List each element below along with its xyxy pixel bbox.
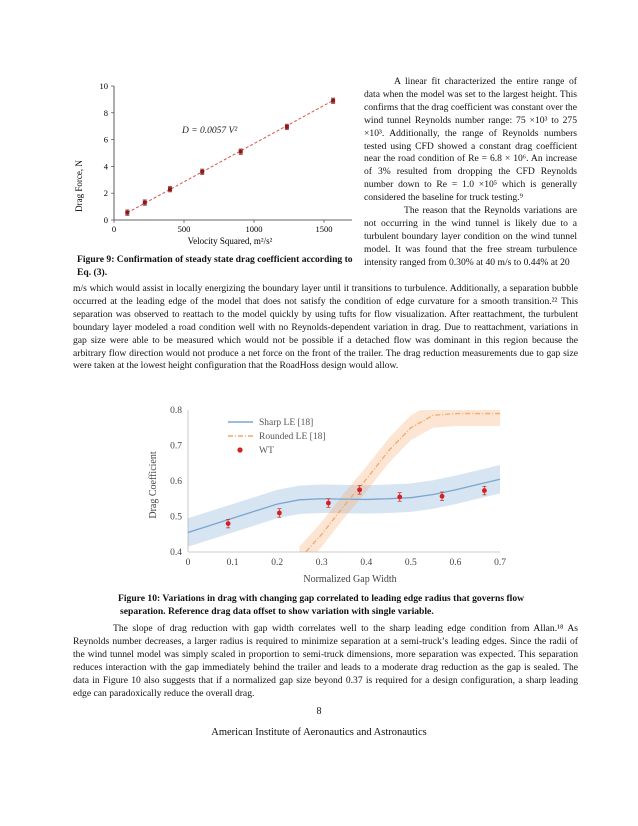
paragraph-drag-slope: The slope of drag reduction with gap width correlates well to the sharp leading edge condition from Allan.¹⁸ As Reynolds number decreases, a larger radius is required to minimize separation at a semi-truck’s leading edges. Since the radii of the wind tunnel model was simply scaled in proportion to semi-truck dimensions, more separation was expected. This separation reduces interaction with the gap immediately behind the trailer and leads to a moderate drag reduction as the gap is sealed. The data in Figure 10 also suggests that if a normalized gap size beyond 0.37 is required for a design configuration, a sharp leading edge can paradoxically reduce the overall drag. xyxy=(73,623,578,699)
right-column-text xyxy=(364,76,577,270)
x-tick-label: 0.5 xyxy=(404,558,417,568)
fit-line xyxy=(127,100,333,212)
legend-wt-label: WT xyxy=(259,446,274,456)
y-tick-label: 2 xyxy=(103,188,108,199)
figure-10-ylabel: Drag Coefficient xyxy=(148,451,159,519)
x-tick-label: 1000 xyxy=(245,224,263,234)
y-tick-label: 0.4 xyxy=(170,548,182,558)
x-tick-label: 0.1 xyxy=(226,558,239,568)
body-text-1 xyxy=(73,283,578,373)
data-point xyxy=(143,201,147,205)
data-point xyxy=(200,170,204,174)
x-tick-label: 0 xyxy=(111,224,117,234)
x-tick-label: 0.4 xyxy=(360,558,373,568)
x-tick-label: 0.3 xyxy=(315,558,328,568)
paragraph-linear-fit: A linear fit characterized the entire range of data when the model was set to the largest height. This confirms that the drag coefficient was constant over the wind tunnel Reynolds number range: 75 ×10³ to 275 ×10³. Additionally, the range of Reynolds numbers tested using CFD showed a constant drag coefficient near the road condition of Re = 6.8 × 10⁶. An increase of 3% resulted from dropping the CFD Reynolds number down to Re = 1.0 ×10⁵ which is generally considered the baseline for truck testing.⁹ xyxy=(364,76,577,204)
y-tick-label: 0.5 xyxy=(170,512,182,523)
figure-10-bands xyxy=(185,401,500,571)
figure-10-caption: Figure 10: Variations in drag with changing gap correlated to leading edge radius that governs flow separation. Reference drag data offset to show variation with single variable. xyxy=(118,593,525,617)
data-point xyxy=(331,99,335,103)
y-tick-label: 0.8 xyxy=(170,406,182,416)
figure-9-xlabel: Velocity Squared, m²/s² xyxy=(187,236,273,246)
data-point xyxy=(125,211,129,215)
y-tick-label: 8 xyxy=(103,107,108,118)
wt-data-point xyxy=(357,487,362,492)
y-tick-label: 0.6 xyxy=(170,477,182,487)
body-text-2 xyxy=(73,623,578,700)
figure-10-legend xyxy=(228,418,326,456)
figure-9-axes xyxy=(100,81,353,234)
legend-rounded-label: Rounded LE [18] xyxy=(259,432,326,442)
wt-data-point xyxy=(440,494,445,499)
figure-9-equation: D = 0.0057 V² xyxy=(182,126,238,136)
y-tick-label: 0.7 xyxy=(170,441,182,452)
figure-9-fit-line xyxy=(127,100,333,212)
paragraph-reynolds-reason: The reason that the Reynolds variations are not occurring in the wind tunnel is likely due to a turbulent boundary layer condition on the wind tunnel model. It was found that the free stream turbulence intensity ranged from 0.30% at 40 m/s to 0.44% at 20 xyxy=(364,205,577,268)
data-point xyxy=(285,125,289,129)
data-point xyxy=(168,187,172,191)
y-tick-label: 4 xyxy=(103,161,108,172)
figure-10-xlabel: Normalized Gap Width xyxy=(303,574,397,585)
x-tick-label: 0.6 xyxy=(449,558,462,568)
wt-data-point xyxy=(226,521,231,526)
figure-9-ylabel: Drag Force, N xyxy=(74,160,84,212)
wt-data-point xyxy=(277,511,282,516)
data-point xyxy=(239,150,243,154)
x-tick-label: 0.2 xyxy=(271,558,284,568)
figure-9-caption: Figure 9: Confirmation of steady state drag coefficient according to Eq. (3). xyxy=(77,254,353,278)
x-tick-label: 500 xyxy=(177,224,191,234)
figure-10-chart xyxy=(140,400,520,586)
figure-9-chart xyxy=(70,76,360,248)
paragraph-boundary-layer: m/s which would assist in locally energizing the boundary layer until it transitions to turbulence. Additionally, a separation bubble occurred at the leading edge of the model that does not satisfy the condition of edge curvature for a smooth transition.²² This separation was observed to reattach to the model quickly by using tufts for flow visualization. After reattachment, the turbulent boundary layer modeled a road condition well with no Reynolds-dependent variation in drag. Due to reattachment, variations in gap size were able to be measured which would not be possible if a detached flow was dominant in this region because the arbitrary flow direction would not produce a net force on the front of the trailer. The drag reduction measurements due to gap size were taken at the lowest height configuration that the RoadHoss design would allow. xyxy=(73,283,578,372)
y-tick-label: 0 xyxy=(103,215,108,225)
wt-data-point xyxy=(397,495,402,500)
page-number: 8 xyxy=(316,706,322,717)
x-tick-label: 0 xyxy=(185,558,191,568)
x-tick-label: 1500 xyxy=(315,224,333,234)
wt-data-point xyxy=(482,488,487,493)
y-tick-label: 6 xyxy=(103,134,108,145)
x-tick-label: 0.7 xyxy=(494,558,506,568)
legend-wt-swatch xyxy=(237,447,242,452)
y-tick-label: 10 xyxy=(99,81,108,91)
wt-data-point xyxy=(326,501,331,506)
legend-sharp-label: Sharp LE [18] xyxy=(259,418,314,428)
page-footer: American Institute of Aeronautics and Astronautics xyxy=(211,727,427,738)
